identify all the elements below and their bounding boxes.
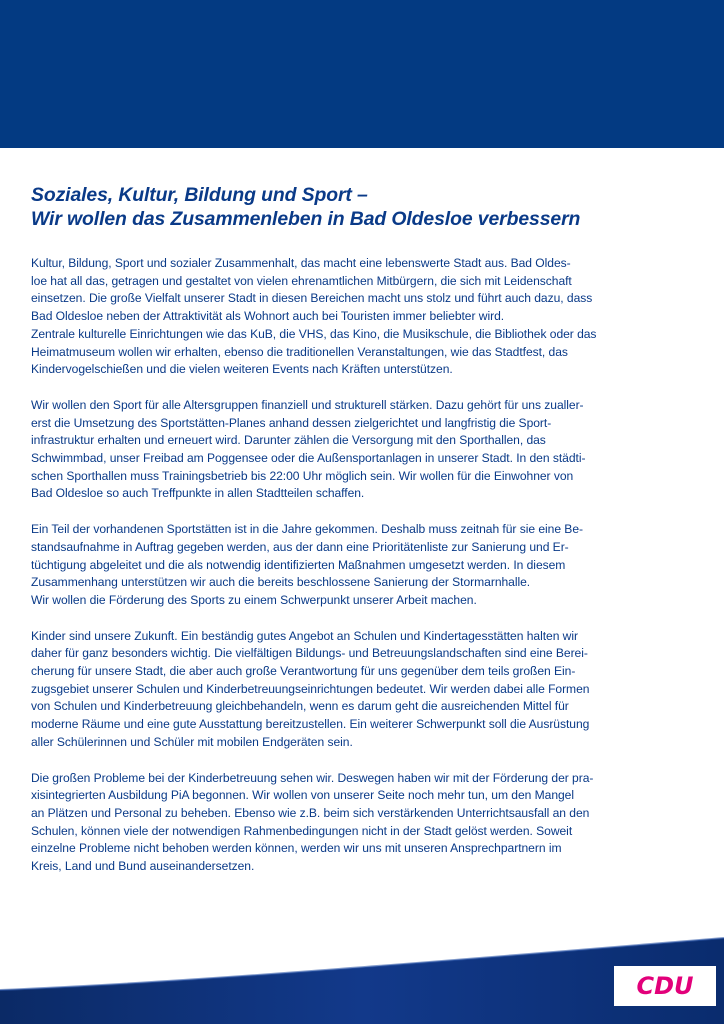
body-paragraph bbox=[31, 521, 697, 610]
paragraph-line: Schulen, können viele der notwendigen Rahmenbedingungen nicht in der Stadt gelöst werden. Soweit bbox=[31, 823, 573, 838]
paragraph-line: Heimatmuseum wollen wir erhalten, ebenso die traditionellen Veranstaltungen, wie das Stadtfest, das bbox=[31, 344, 568, 359]
paragraph-line: Schwimmbad, unser Freibad am Poggensee oder die Außensportanlagen in unserer Stadt. In den städti- bbox=[31, 451, 586, 466]
paragraph-line: Bad Oldesloe so auch Treffpunkte in allen Stadtteilen schaffen. bbox=[31, 486, 365, 501]
paragraph-line: tüchtigung abgeleitet und die als notwendig identifizierten Maßnahmen umgesetzt werden. In diesem bbox=[31, 557, 566, 572]
paragraph-line: Zentrale kulturelle Einrichtungen wie das KuB, die VHS, das Kino, die Musikschule, die Bibliothek oder das bbox=[31, 326, 597, 341]
paragraph-line: schen Sporthallen muss Trainingsbetrieb bis 22:00 Uhr möglich sein. Wir wollen für die Einwohner von bbox=[31, 468, 574, 483]
paragraph-line: aller Schülerinnen und Schüler mit mobilen Endgeräten sein. bbox=[31, 734, 353, 749]
body-paragraph bbox=[31, 628, 697, 752]
paragraph-line: cherung für unsere Stadt, die aber auch große Verantwortung für uns gegenüber dem teils großen Ein- bbox=[31, 664, 576, 679]
paragraph-line: Die großen Probleme bei der Kinderbetreuung sehen wir. Deswegen haben wir mit der Förderung der pra- bbox=[31, 770, 594, 785]
body-paragraph bbox=[31, 255, 697, 379]
body-paragraph bbox=[31, 397, 697, 503]
paragraph-line: Kreis, Land und Bund auseinandersetzen. bbox=[31, 859, 255, 874]
paragraph-line: erst die Umsetzung des Sportstätten-Planes anhand dessen zielgerichtet und langfristig die Sport- bbox=[31, 415, 552, 430]
paragraph-line: Kultur, Bildung, Sport und sozialer Zusammenhalt, das macht eine lebenswerte Stadt aus. Bad Oldes- bbox=[31, 256, 571, 270]
paragraph-line: von Schulen und Kinderbetreuung gleichbehandeln, wenn es darum geht die ausreichenden Mittel für bbox=[31, 699, 569, 714]
paragraph-line: an Plätzen und Personal zu beheben. Ebenso wie z.B. beim sich verstärkenden Unterrichtsausfall an den bbox=[31, 805, 590, 820]
paragraph-line: Zusammenhang unterstützen wir auch die bereits beschlossene Sanierung der Stormarnhalle. bbox=[31, 575, 531, 590]
paragraph-line: loe hat all das, getragen und gestaltet von vielen ehrenamtlichen Mitbürgern, die sich mit Leidenschaft bbox=[31, 273, 572, 288]
paragraph-line: xisintegrierten Ausbildung PiA begonnen. Wir wollen von unserer Seite noch mehr tun, um den Mangel bbox=[31, 788, 574, 803]
header-band bbox=[0, 0, 724, 148]
paragraph-line: Kindervogelschießen und die vielen weiteren Events nach Kräften unterstützen. bbox=[31, 362, 453, 377]
headline-line: Soziales, Kultur, Bildung und Sport – bbox=[31, 184, 368, 206]
headline-line: Wir wollen das Zusammenleben in Bad Oldesloe verbessern bbox=[31, 208, 581, 230]
paragraph-line: infrastruktur erhalten und erneuert wird. Darunter zählen die Versorgung mit den Sporthallen, das bbox=[31, 433, 546, 448]
document-headline bbox=[31, 183, 697, 231]
paragraph-line: einsetzen. Die große Vielfalt unserer Stadt in diesen Bereichen macht uns stolz und führt auch dazu, dass bbox=[31, 291, 593, 306]
logo-text: CDU bbox=[636, 972, 694, 1000]
cdu-logo bbox=[614, 966, 716, 1006]
paragraph-line: zugsgebiet unserer Schulen und Kinderbetreuungseinrichtungen bedeutet. Wir werden dabei alle Formen bbox=[31, 681, 590, 696]
document-body bbox=[31, 183, 697, 894]
paragraph-list bbox=[31, 255, 697, 876]
body-paragraph bbox=[31, 770, 697, 876]
paragraph-line: moderne Räume und eine gute Ausstattung bereitzustellen. Ein weiterer Schwerpunkt soll die Ausrüstung bbox=[31, 717, 590, 732]
paragraph-line: daher für ganz besonders wichtig. Die vielfältigen Bildungs- und Betreuungslandschaften sind eine Berei- bbox=[31, 646, 588, 661]
paragraph-line: Wir wollen die Förderung des Sports zu einem Schwerpunkt unserer Arbeit machen. bbox=[31, 592, 477, 607]
paragraph-line: einzelne Probleme nicht behoben werden können, werden wir uns mit unseren Ansprechpartnern im bbox=[31, 841, 562, 856]
paragraph-line: standsaufnahme in Auftrag gegeben werden, aus der dann eine Prioritätenliste zur Sanierung und Er- bbox=[31, 539, 569, 554]
paragraph-line: Kinder sind unsere Zukunft. Ein beständig gutes Angebot an Schulen und Kindertagesstätten halten wir bbox=[31, 628, 578, 643]
paragraph-line: Bad Oldesloe neben der Attraktivität als Wohnort auch bei Touristen immer beliebter wird. bbox=[31, 309, 505, 324]
paragraph-line: Wir wollen den Sport für alle Altersgruppen finanziell und strukturell stärken. Dazu gehört für uns zualler- bbox=[31, 397, 584, 412]
paragraph-line: Ein Teil der vorhandenen Sportstätten ist in die Jahre gekommen. Deshalb muss zeitnah für sie eine Be- bbox=[31, 522, 583, 537]
